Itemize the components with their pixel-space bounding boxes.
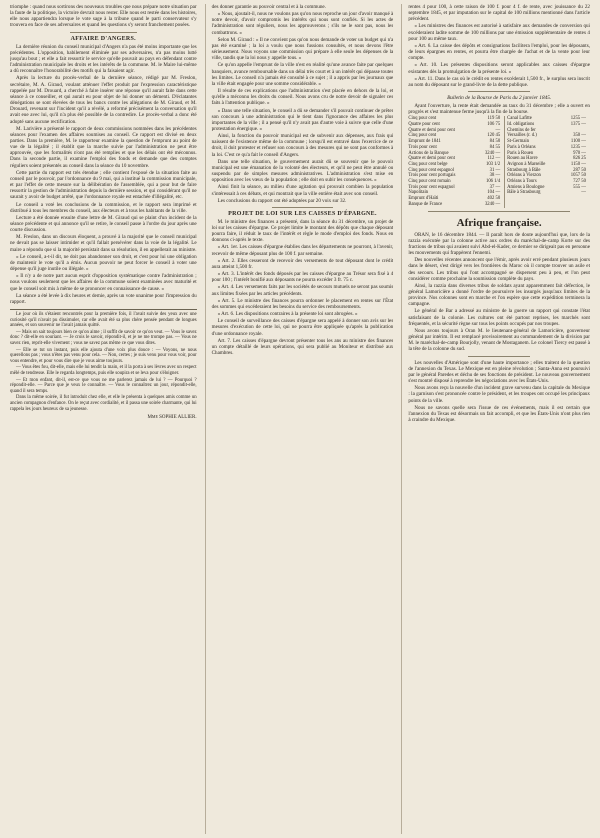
quote-value: 37 — xyxy=(489,184,501,190)
quote-label: Cinq pour cent belge xyxy=(408,161,448,167)
paragraph: ORAN, le 16 décembre 1844. — Il paraît hors de doute aujourd'hui que, lors de la razzia exécutée par la colonne active aux ordres du maréchal-de-camp Korte sur des fractions de tribus qui avaient suivi Abd-el-Kader, ce dernier se dirigeait pas en personne les mouvements qui frappèrent l'ennemi. xyxy=(408,231,590,257)
paragraph: rentes 4 pour 100, à cette raison de 100 f. pour 4 f. de rente, avec jouissance du 22 septembre 1845, et par imputation sur le capital de 100 millions mentionné dans l'article précédent. xyxy=(408,4,590,23)
quote-label: Id. obligations xyxy=(507,122,535,128)
paragraph: « Il n'y a de notre part aucun esprit d'opposition systématique contre l'administration ; nous voulons seulement que les affaires de la commune soient examinées avec maturité et que le conseil soit mis à même de se prononcer en connaissance de cause. » xyxy=(10,273,197,292)
quote-value: 106 1/4 xyxy=(485,179,501,185)
quote-value: — xyxy=(581,190,586,196)
law-article: « Art. 3. L'intérêt des fonds déposés par les caisses d'épargne au Trésor sera fixé à 4 pour 100 ; l'intérêt bonifié aux déposants ne pourra excéder 3 fr. 75 c. xyxy=(211,271,394,284)
quote-value: 1057 50 xyxy=(570,173,586,179)
quote-label: Cinq pour cent romain xyxy=(408,179,451,185)
quote-label: Rouen au Havre xyxy=(507,156,538,162)
column-2 xyxy=(205,4,394,834)
quote-value: 84 55 xyxy=(489,144,501,150)
paragraph: M. Larivière a présenté le rapport de deux commissions nommées dans les précédentes séances pour l'examen des affaires soumises au conseil. Ce rapport est divisé en deux parties. Dans la première, M. le rapporteur examine la question de l'emprunt au point de vue de la légalité ; il établit que la marche suivie par l'administration ne peut être approuvée, que les formalités n'ont pas été remplies et que les délais ont été méconnus. Dans la seconde partie, il examine l'emploi des fonds et demande que des comptes réguliers soient présentés au conseil dans la séance du 10 novembre. xyxy=(10,125,197,169)
quote-value: 826 25 xyxy=(573,156,586,162)
law-article: « Art. 6. Les dispositions contraires à la présente loi sont abrogées. » xyxy=(217,311,358,318)
paragraph: Ainsi, la razzia dans diverses tribus de soldats ayant apparemment fait défection, le général Lamoricière a donné l'ordre de poursuivre les insurgés jusqu'aux limites de la province. Nos colonnes sont en marche et l'on espère que cette expédition terminera la campagne. xyxy=(408,282,590,308)
quote-value: 727 50 xyxy=(573,179,586,185)
quote-value: 402 50 xyxy=(487,196,501,202)
column-3 xyxy=(401,4,590,834)
quote-label: Amiens à Boulogne xyxy=(507,184,545,190)
quote-label: Versailles (r. d.) xyxy=(507,133,537,139)
quote-label: Quatre et demi pour cent xyxy=(408,156,455,162)
quote-label: St-Germain xyxy=(507,139,530,145)
quote-value: 350 — xyxy=(573,133,586,139)
quote-label: Orléans à Tours xyxy=(507,179,537,185)
feuilleton-paragraph: — Et mon enfant, dit-il, est-ce que vous ne me parlerez jamais de lui ? — Pourquoi ? répondit-elle. — Parce que je veux le connaître. — Vous le connaîtrez un jour, répondit-elle, quand il sera temps. xyxy=(10,377,197,394)
quote-label: Trois pour cent xyxy=(408,144,437,150)
paragraph: La séance a été levée à dix heures et demie, après un vote unanime pour l'impression du rapport. xyxy=(10,292,197,305)
paragraph: Ce qu'on appelle l'emprunt de la ville n'est en réalité qu'une avance faite par quelques banquiers, avance remboursable dans un délai très court et à un intérêt qui dépasse toutes les limites. Le conseil n'a jamais été consulté à ce sujet ; il a appris par les journaux que la ville était engagée pour une somme considérable. » xyxy=(211,62,394,87)
paragraph: Ainsi finit la séance, au milieu d'une agitation qui prouvait combien la population s'intéressait à ces débats, et qui montrait que la ville entière était avec son conseil. xyxy=(211,184,394,197)
quote-value: 1150 — xyxy=(570,161,586,167)
paragraph: « Le conseil, a-t-il dit, ne doit pas abandonner son droit, et c'est pour lui une obligation de maintenir le vote qu'il a émis. Aucun pouvoir ne peut forcer le conseil à voter une dépense qu'il juge inutile ou illégale. » xyxy=(10,253,197,273)
law-article: « Art. 2. Elles cesseront de recevoir des versements de tout déposant dont le crédit aura atteint 1,500 fr. xyxy=(211,257,394,270)
quote-label xyxy=(507,202,562,208)
section-heading-caisses-epargne: PROJET DE LOI SUR LES CAISSES D'ÉPARGNE. xyxy=(228,210,377,217)
feuilleton-paragraph: — Vous êtes fou, dit-elle, mais elle lui tendit la main, et il la porta à ses lèvres avec un respect mêlé de tendresse. Elle le regarda longtemps, puis elle soupira et se leva pour s'éloigner. xyxy=(10,365,197,376)
quote-label: Quatre et demi pour cent xyxy=(408,127,455,133)
paragraph: Après la lecture du procès-verbal de la dernière séance, rédigé par M. Freslon, secrétaire, M. A. Giraud, voulant atténuer l'effet produit par l'expression caractéristique rappelée par M. Drouard, a cherché à faire insérer une réponse qu'il aurait faite dans cette séance à ce conseiller, et qui aurait eu pour objet de lui donner un démenti. D'éclatantes dénégations se sont élevées de tous les bancs contre les allégations de M. Giraud, et M. Drouard, revenant sur l'incident qu'il a révélé, a reformé précisément la conversation qu'il avait eue avec lui, qu'il n'a plus été possible de la contredire. Le procès-verbal a donc été adopté sans aucune rectification. xyxy=(10,75,197,125)
quote-label: Strasbourg à Bâle xyxy=(507,167,541,173)
quote-label: Trois pour cent espagnol xyxy=(408,184,455,190)
quote-value: 120 45 xyxy=(487,133,501,139)
paragraph: Lecture a été donnée ensuite d'une lettre de M. Giraud qui se plaint d'un incident de la séance précédente et qui annonce qu'il se retire, le conseil passe à l'ordre du jour après une courte discussion. xyxy=(10,214,197,234)
quote-value: 1235 — xyxy=(570,144,586,150)
quote-label: Bâle à Strasbourg xyxy=(507,190,541,196)
quote-value: 106 75 xyxy=(487,122,501,128)
article-continuation: triomphe : quand nous sortirons des nouveaux troubles que nous prépare notre situation par la faute de la politique, la victoire devrait nous rester. Elle nous est restée dans les histoires, elle nous appartiendra lorsque le vote sage à la tribune quand le parti conservateur s'y trouvera en face de ses adversaires et quand les questions s'y seront franchement posées. xyxy=(10,4,197,29)
paragraph: Les nouvelles d'Amérique sont d'une haute importance ; elles traitent de la question de l'annexion du Texas. Le Mexique est en pleine révolution ; Santa-Anna est poursuivi par le général Paredes et déchu de ses fonctions de président. Le nouveau gouvernement s'est montré disposé à reprendre les négociations avec les États-Unis. xyxy=(408,359,590,385)
quote-value: 3240 — xyxy=(484,201,501,207)
paragraph: Le conseil a voté les conclusions de la commission, et le rapport sera imprimé et distribué à tous les membres du conseil, aux électeurs et à tous les habitants de la ville. xyxy=(10,201,197,214)
paragraph: « Art. 6. La caisse des dépôts et consignations facilitera l'emploi, pour les déposants, de leurs épargnes en rentes, et pourra être chargée de l'achat et de la vente pour leur compte. xyxy=(408,42,590,62)
paragraph: « Dans une telle situation, le conseil a dû se demander s'il pouvait continuer de prêter son concours à une administration qui le tient dans l'ignorance des affaires les plus importantes de la ville ; il a pensé qu'il n'y avait pas d'autre voie à suivre que celle d'une protestation énergique. » xyxy=(211,107,394,132)
quote-value xyxy=(562,202,590,208)
feuilleton-paragraph: — Mais on sait toujours bien ce qu'on aime ; il suffit de savoir ce qu'on veut. — Vous le savez donc ? dit-elle en souriant. — Je crois le savoir, répondit-il, et je ne me trompe pas. — Vous ne savez rien, reprit-elle vivement ; vous ne savez pas même ce que vous dites. xyxy=(10,329,197,346)
law-article: « Art. 1er. Les caisses d'épargne établies dans les départements ne pourront, à l'avenir, recevoir de même déposant plus de 100 f. par semaine. xyxy=(211,244,394,257)
quote-label: Chemins de fer xyxy=(507,127,536,133)
paragraph: Il résulte de ces explications que l'administration s'est placée en dehors de la loi, et qu'elle a méconnu les droits du conseil. Nous avons cru de notre devoir de signaler ces faits à l'attention publique. » xyxy=(211,88,394,107)
newspaper-page xyxy=(10,4,590,834)
paragraph: Dans une telle situation, le gouvernement aurait dû se souvenir que le pouvoir municipal est une émanation de la volonté des électeurs, et qu'il ne peut être annulé ou suspendu par de simples mesures administratives. L'administration s'est mise en opposition avec les vœux de la population ; elle doit en subir les conséquences. » xyxy=(211,158,394,184)
paragraph: La dernière réunion du conseil municipal d'Angers n'a pas été moins importante que les précédentes. L'opposition, habilement éliminée par ses adversaires, n'a pas moins lutté jusqu'au bout ; et elle a fait ressortir le service qu'elle pouvait au pays en défendant contre l'administration municipale les droits et les intérêts de la commune. M. le Maire lui-même a dû reconnaître l'honorabilité des motifs qui la faisaient agir. xyxy=(10,43,197,75)
paragraph: « Les ministres des finances est autorisé à satisfaire aux demandes de conversion qui excéderaient ladite somme de 100 millions par une émission supplémentaire de rentes 4 pour 100 au même taux. xyxy=(408,23,590,42)
feuilleton-paragraph: — Elle se tut un instant, puis elle ajouta d'une voix plus douce : — Voyons, ne nous querellons pas ; vous n'êtes pas venu pour cela. — Non, certes ; je suis venu pour vous voir, pour vous entendre, et pour vous dire que je vous aime toujours. xyxy=(10,347,197,364)
quote-value: 104 — xyxy=(487,190,501,196)
quote-label: Avignon à Marseille xyxy=(507,161,546,167)
quote-value: 3240 — xyxy=(484,150,501,156)
quote-label: Cinq pour cent espagnol xyxy=(408,167,455,173)
quote-row xyxy=(408,202,590,208)
quote-value: 1100 — xyxy=(570,139,586,145)
paragraph: « Nous, ajoutait-il, nous ne voulons pas qu'on nous reproche un jour d'avoir manqué à notre devoir, d'avoir compromis les intérêts qui nous sont confiés. Si les actes de l'administration sont réguliers, nous les approuverons ; s'ils ne le sont pas, nous les combattrons. » xyxy=(211,11,394,36)
paragraph: Des nouvelles récentes annoncent que l'émir, après avoir erré pendant plusieurs jours dans le désert, s'est dirigé vers les frontières du Maroc où il compte trouver un asile et des secours. Les tribus qui l'ont accompagné se dispersent peu à peu, et l'on peut considérer comme prochaine la soumission complète du pays. xyxy=(408,257,590,282)
quote-label: Quatre pour cent xyxy=(408,122,440,128)
section-heading-afrique: Afrique française. xyxy=(456,216,542,229)
quote-label: Emprunt de 1841 xyxy=(408,139,441,145)
paragraph: « Art. 11. Dans le cas où le crédit en rentes excéderait 1,500 fr., le surplus sera inscrit au nom du déposant sur le grand-livre de la dette publique. xyxy=(408,75,590,88)
quote-label: Paris à Orléans xyxy=(507,144,536,150)
law-article: Art. 7. Les caisses d'épargne devront présenter tous les ans au ministre des finances un compte détaillé de leurs opérations, qui sera publié au Moniteur et distribué aux Chambres. xyxy=(211,337,394,356)
quote-label: Napolitain xyxy=(408,190,429,196)
feuilleton-section xyxy=(10,309,197,420)
quote-value: 119 50 xyxy=(487,116,501,122)
divider xyxy=(468,91,530,92)
divider xyxy=(70,32,137,33)
law-article: « Art. 5. Le ministre des finances pourra ordonner le placement en rentes sur l'État des sommes qui excéderaient les besoins du service des remboursements. xyxy=(211,297,394,310)
quote-value: 84 50 xyxy=(489,139,501,145)
section-heading-affaire-angers: AFFAIRE D'ANGERS. xyxy=(70,35,136,42)
quote-value: 112 — xyxy=(487,156,501,162)
divider xyxy=(468,356,530,357)
paragraph: des donner garantie au pouvoir central et à la commune. xyxy=(211,4,326,10)
quote-label: Orléans à Vierzon xyxy=(507,173,541,179)
paragraph: M. le ministre des finances a présenté, dans la séance du 31 décembre, un projet de loi sur les caisses d'épargne. Ce projet limite le montant des dépôts que chaque déposant pourra faire, il réduit le taux de l'intérêt et règle le mode d'emploi des fonds. Nous en donnons ci-après le texte. xyxy=(211,218,394,244)
quote-label: Cinq pour cent xyxy=(408,116,437,122)
quote-label: Canal Lafitte xyxy=(507,116,532,122)
quote-value: 287 50 xyxy=(573,167,586,173)
law-article: « Art. 4. Les versements faits par les sociétés de secours mutuels ne seront pas soumis aux limites fixées par les articles précédents. xyxy=(211,284,394,297)
paragraph: Cette partie du rapport est très étendue ; elle contient l'exposé de la situation faite au conseil par le pouvoir, par l'ordonnance du 9 mai, qui a institué la commission municipale, et par l'effet de cette mesure sur la délibération de l'assemblée, qui a pour but de faire ressortir la gestion de l'administration depuis la dernière session, et qui considérant qu'il ne saurait y avoir de budget arrêté, que l'ordonnance royale est entachée d'illégalité, etc. xyxy=(10,169,197,201)
column-1 xyxy=(10,4,197,834)
paragraph: Nous ne savons quelle sera l'issue de ces événements, mais il est certain que l'annexion du Texas est désormais un fait accompli, et que les États-Unis n'ont plus rien à craindre du Mexique. xyxy=(408,404,590,423)
bourse-intro: Ayant l'ouverture, la rente était demandée au taux du 31 décembre ; elle a ouvert en progrès et s'est maintenue ferme jusqu'à la fin de la bourse. xyxy=(408,103,590,116)
paragraph: Le conseil de surveillance des caisses d'épargne sera appelé à donner son avis sur les mesures d'exécution de cette loi, qui ne pourra être appliquée qu'après la publication d'une ordonnance royale. xyxy=(211,318,394,337)
quote-label: Trois pour cent portugais xyxy=(408,173,456,179)
quote-label: Actions de la Banque xyxy=(408,150,449,156)
quote-label: Cinq pour cent xyxy=(408,133,437,139)
paragraph: Nous avons toujours à Oran M. le lieutenant-général de Lamoricière, gouverneur général par intérim. Il est remplacé provisoirement au commandement de la division par M. le maréchal-de-camp Bourjolly, venant de Mostaganem. Le colonel Tiercy est passé à la tête de la colonne du sud. xyxy=(408,327,590,353)
quote-value: 1255 — xyxy=(570,116,586,122)
feuilleton-paragraph: Le jour où ils s'étaient rencontrés pour la première fois, il l'avait suivie des yeux avec une curiosité qu'il n'avait pu dissimuler, car elle avait été sa plus chère pensée pendant de longues années, et son souvenir ne l'avait jamais quitté. xyxy=(10,312,197,329)
paragraph: M. Freslon, dans un discours éloquent, a prouvé à la majorité que le conseil municipal ne devait pas se laisser intimider et qu'il fallait persévérer dans la voie de la légalité. Le maire a répondu que si la majorité persistait dans sa résolution, il en appellerait au ministre. xyxy=(10,234,197,253)
quote-value: 31 — xyxy=(489,167,501,173)
divider xyxy=(272,207,334,208)
paragraph: Les conclusions du rapport ont été adoptées par 20 voix sur 32. xyxy=(217,197,347,204)
feuilleton-paragraph: Dans la même soirée, il fut introduit chez elle, et elle le présenta à quelques amis comme un ancien compagnon d'enfance. On le reçut avec cordialité, et il passa une soirée charmante, qui lui rappela les jours heureux de sa jeunesse. xyxy=(10,395,197,412)
quote-label: Emprunt d'Haïti xyxy=(408,196,439,202)
quote-value: 38 — xyxy=(489,173,501,179)
quote-label: Banque de France xyxy=(408,201,443,207)
paragraph: Ainsi, la fonction du pouvoir municipal est de subvenir aux dépenses, aux frais qui naissent de l'existence même de la commune ; lorsqu'il est entravé dans l'exercice de ce droit, il doit protester et refuser son concours à des mesures qui ne sont pas conformes à la loi. C'est ce qu'a fait le conseil d'Angers. xyxy=(211,133,394,158)
bourse-quotes-table xyxy=(408,116,590,207)
quote-value: 555 — xyxy=(573,184,586,190)
paragraph: Le général de Bar a adressé au ministre de la guerre un rapport qui constate l'état satisfaisant de la colonie. Les cultures ont été partout reprises, les marchés sont fréquentés, et la sécurité règne sur tous les points occupés par nos troupes. xyxy=(408,308,590,327)
quote-value: 103 1/2 xyxy=(485,161,501,167)
divider xyxy=(428,211,570,212)
paragraph: « Art. 10. Les présentes dispositions seront applicables aux caisses d'épargne existantes dès la promulgation de la présente loi. » xyxy=(408,62,590,75)
paragraph: Selon M. Giraud : « Il ne convient pas qu'on nous demande de voter un budget qui n'a pas été examiné ; la loi a voulu que nous fussions consultés, et nous devons l'être sérieusement. Nous voyons une commission qui prépare à elle seule les dépenses de la ville, tandis que la loi nous y appelle tous. » xyxy=(211,36,394,62)
quote-value: — xyxy=(495,127,501,133)
paragraph: Nous avons reçu la nouvelle d'un incident grave survenu dans la capitale du Mexique : la garnison s'est prononcée contre le président, et les troupes ont occupé les principaux points de la ville. xyxy=(408,385,590,404)
quote-label: Paris à Rouen xyxy=(507,150,534,156)
quote-value: 1375 — xyxy=(570,122,586,128)
quote-value: 970 — xyxy=(573,150,586,156)
bourse-heading: Bulletin de la Bourse de Paris du 2 janvier 1845. xyxy=(447,95,552,102)
feuilleton-signature: Mme SOPHIE ALLIER. xyxy=(147,415,197,421)
